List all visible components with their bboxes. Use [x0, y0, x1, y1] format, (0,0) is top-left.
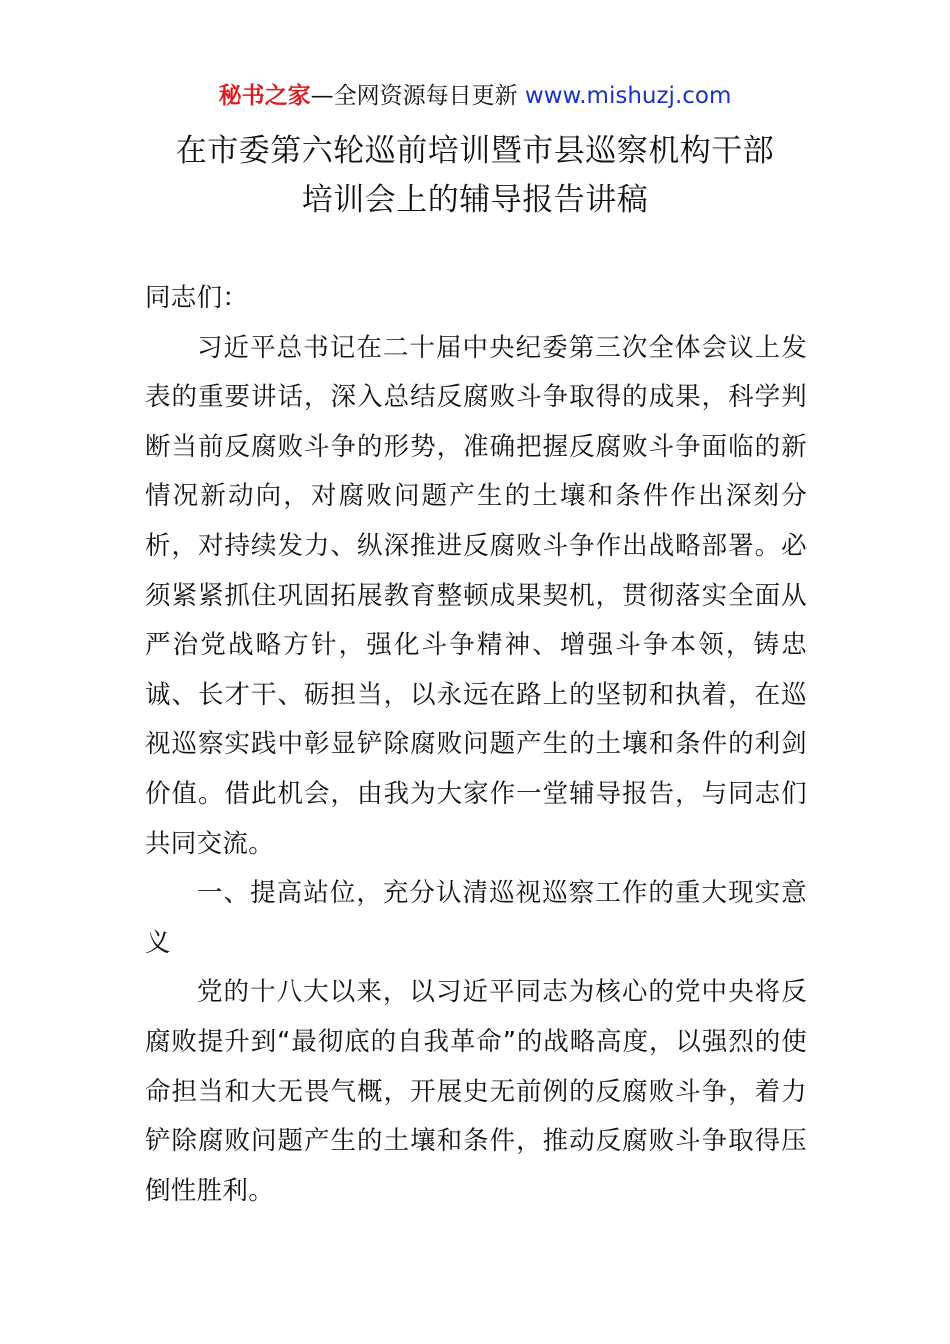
- document-body: [145, 274, 807, 1216]
- title-line-2: 培训会上的辅导报告讲稿: [301, 182, 649, 218]
- brand-name: 秘书之家: [218, 83, 311, 109]
- greeting: 同志们：: [145, 283, 249, 313]
- paragraph-intro: 习近平总书记在二十届中央纪委第三次全体会议上发表的重要讲话，深入总结反腐败斗争取得的成果，科学判断当前反腐败斗争的形势，准确把握反腐败斗争面临的新情况新动向，对腐败问题产生的土壤和条件作出深刻分析，对持续发力、纵深推进反腐败斗争作出战略部署。必须紧紧抓住巩固拓展教育整顿成果契机，贯彻落实全面从严治党战略方针，强化斗争精神、增强斗争本领，铸忠诚、长才干、砺担当，以永远在路上的坚韧和执着，在巡视巡察实践中彰显铲除腐败问题产生的土壤和条件的利剑价值。借此机会，由我为大家作一堂辅导报告，与同志们共同交流。: [145, 332, 807, 859]
- document-title: [0, 127, 950, 225]
- site-url-link[interactable]: www.mishuzj.com: [524, 83, 732, 109]
- section-heading-1: 一、提高站位，充分认清巡视巡察工作的重大现实意义: [145, 878, 807, 958]
- site-header: [0, 80, 950, 112]
- header-tagline: —全网资源每日更新: [310, 83, 525, 109]
- paragraph-section-1: 党的十八大以来，以习近平同志为核心的党中央将反腐败提升到“最彻底的自我革命”的战略高度，以强烈的使命担当和大无畏气概，开展史无前例的反腐败斗争，着力铲除腐败问题产生的土壤和条件，推动反腐败斗争取得压倒性胜利。: [145, 977, 807, 1206]
- title-line-1: 在市委第六轮巡前培训暨市县巡察机构干部: [175, 133, 775, 169]
